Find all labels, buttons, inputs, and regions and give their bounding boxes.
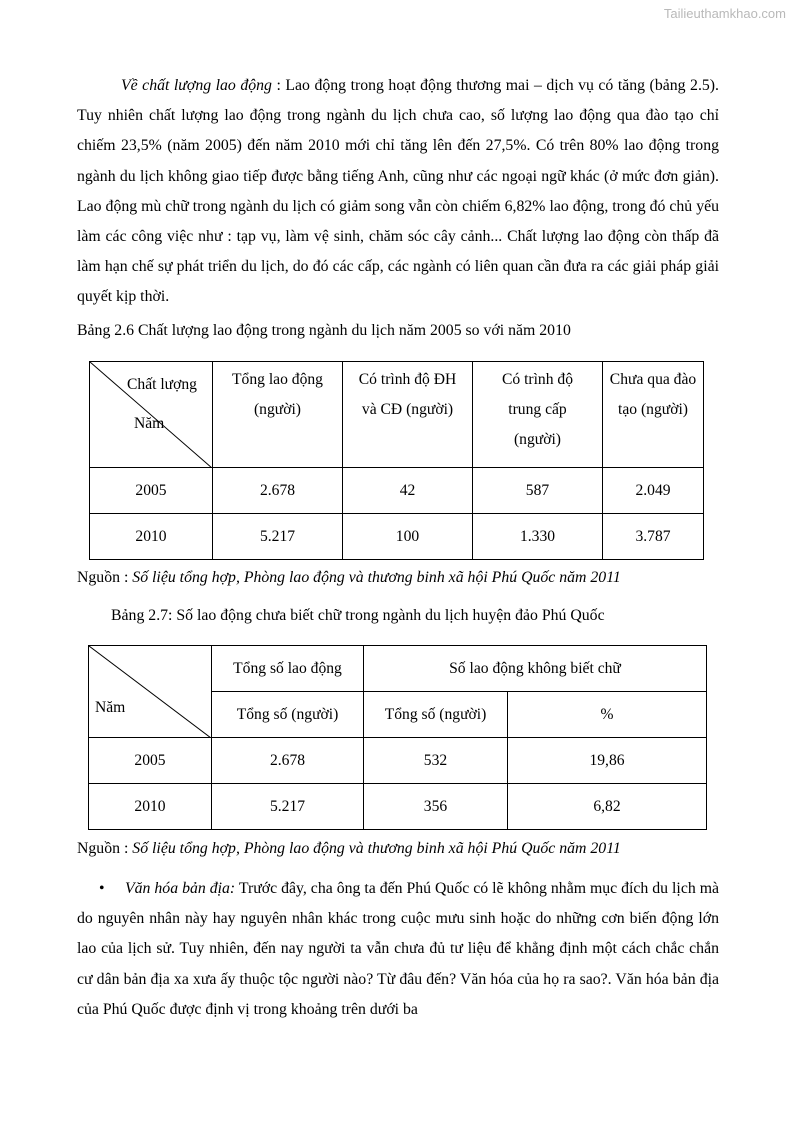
table-row [89,784,707,830]
paragraph-lead: Văn hóa bản địa: [125,880,236,897]
corner-label: Năm [95,699,126,716]
paragraph-body: : Lao động trong hoạt động thương mai – dịch vụ có tăng (bảng 2.5). Tuy nhiên chất lượng lao động trong ngành du lịch chưa cao, số lượng lao động qua đào tạo chỉ chiếm 23,5% (năm 2005) đến năm 2010 mới chỉ tăng lên đến 27,5%. Có trên 80% lao động trong ngành du lịch không giao tiếp được bằng tiếng Anh, cũng như các ngoại ngữ khác (ở mức đơn giản). Lao động mù chữ trong ngành du lịch có giảm song vẫn còn chiếm 6,82% lao động, trong đó chủ yếu làm các công việc như : tạp vụ, làm vệ sinh, chăm sóc cây cảnh... Chất lượng lao động còn thấp đã làm hạn chế sự phát triển du lịch, do đó các cấp, các ngành có liên quan cần đưa ra các giải pháp giải quyết kịp thời. [77,77,720,306]
table-cell: 356 [364,784,508,830]
table-row [90,514,704,560]
group-header: Tổng số lao động [212,646,364,692]
header-cell: Có trình độ trung cấp (người) [473,362,603,468]
table-cell: 100 [343,514,473,560]
table-corner-cell [90,362,213,468]
header-cell: Tổng lao động (người) [213,362,343,468]
watermark-text: Tailieuthamkhao.com [663,6,786,21]
table-cell: 42 [343,468,473,514]
table-cell: 2.049 [603,468,704,514]
paragraph-indigenous-culture [77,874,719,1025]
header-cell: Chưa qua đào tạo (người) [603,362,704,468]
corner-label-bottom: Năm [134,415,165,432]
header-cell: Có trình độ ĐH và CĐ (người) [343,362,473,468]
table-cell: 532 [364,738,508,784]
table-2-6 [89,361,704,560]
table-2-7 [88,645,707,830]
subheader-cell: Tổng số (người) [364,692,508,738]
table-cell: 3.787 [603,514,704,560]
table-cell: 5.217 [212,784,364,830]
table-2-7-source: Nguồn : Số liệu tổng hợp, Phòng lao động và thương binh xã hội Phú Quốc năm 2011 [77,840,621,857]
table-header-row [89,646,707,692]
table-cell: 2010 [90,514,213,560]
table-cell: 19,86 [508,738,707,784]
paragraph-lead: Về chất lượng lao động [121,77,272,94]
table-2-7-caption: Bảng 2.7: Số lao động chưa biết chữ trong ngành du lịch huyện đảo Phú Quốc [111,607,605,624]
table-header-row [90,362,704,468]
table-row [90,468,704,514]
table-2-6-caption: Bảng 2.6 Chất lượng lao động trong ngành du lịch năm 2005 so với năm 2010 [77,322,571,339]
table-cell: 1.330 [473,514,603,560]
corner-label-top: Chất lượng [127,376,197,393]
table-cell: 5.217 [213,514,343,560]
subheader-cell: Tổng số (người) [212,692,364,738]
paragraph-labor-quality [77,71,719,313]
table-cell: 2005 [89,738,212,784]
table-row [89,738,707,784]
table-cell: 2005 [90,468,213,514]
table-cell: 2010 [89,784,212,830]
table-cell: 6,82 [508,784,707,830]
table-cell: 2.678 [212,738,364,784]
group-header: Số lao động không biết chữ [364,646,707,692]
table-cell: 587 [473,468,603,514]
table-corner-cell [89,646,212,738]
bullet-icon: • [99,880,105,897]
subheader-cell: % [508,692,707,738]
table-2-6-source: Nguồn : Số liệu tổng hợp, Phòng lao động và thương binh xã hội Phú Quốc năm 2011 [77,569,621,586]
paragraph-body: Trước đây, cha ông ta đến Phú Quốc có lẽ không nhằm mục đích du lịch mà do nguyên nhân này hay nguyên nhân khác trong cuộc mưu sinh hoặc do những cơn biến động lớn lao của lịch sử. Tuy nhiên, đến nay người ta vẫn chưa đủ tư liệu để khẳng định một cách chắc chắn cư dân bản địa xa xưa ấy thuộc tộc người nào? Từ đâu đến? Văn hóa của họ ra sao?. Văn hóa bản địa của Phú Quốc được định vị trong khoảng trên dưới ba [77,880,719,1018]
diagonal-line [89,646,211,738]
table-cell: 2.678 [213,468,343,514]
